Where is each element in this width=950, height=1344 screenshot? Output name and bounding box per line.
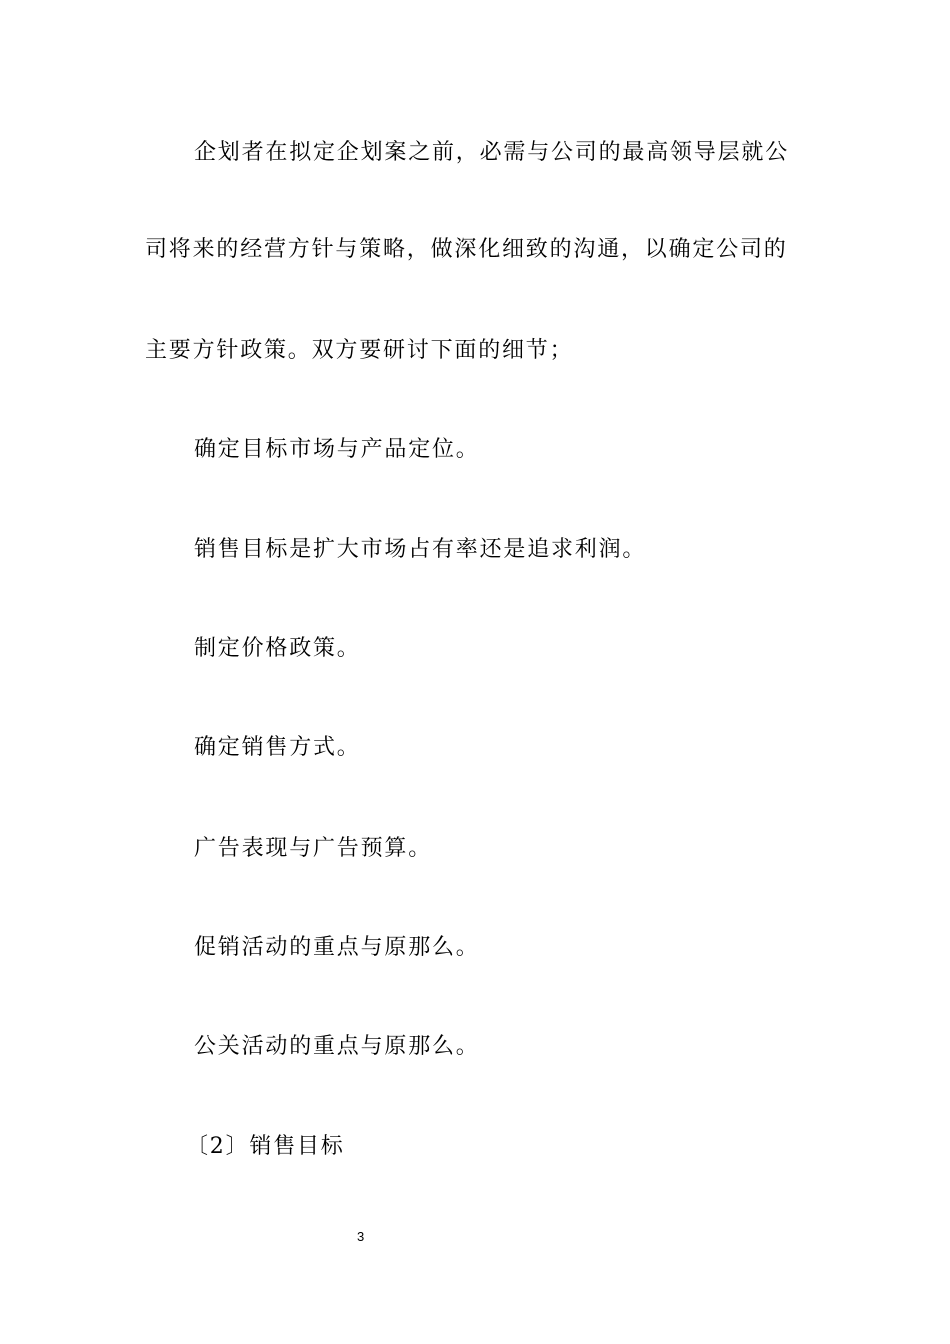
page-number: 3 bbox=[357, 1229, 365, 1244]
list-item: 制定价格政策。 bbox=[194, 636, 361, 661]
list-item: 广告表现与广告预算。 bbox=[194, 836, 433, 861]
list-item: 公关活动的重点与原那么。 bbox=[194, 1034, 480, 1059]
paragraph-line: 司将来的经营方针与策略，做深化细致的沟通，以确定公司的 bbox=[145, 237, 788, 262]
list-item: 销售目标是扩大市场占有率还是追求利润。 bbox=[194, 537, 647, 562]
list-item: 促销活动的重点与原那么。 bbox=[194, 935, 480, 960]
section-heading: 〔2〕销售目标 bbox=[186, 1134, 345, 1159]
list-item: 确定销售方式。 bbox=[194, 735, 361, 760]
list-item: 确定目标市场与产品定位。 bbox=[194, 437, 480, 462]
paragraph-line: 主要方针政策。双方要研讨下面的细节； bbox=[145, 338, 574, 363]
paragraph-line: 企划者在拟定企划案之前，必需与公司的最高领导层就公 bbox=[194, 140, 790, 165]
